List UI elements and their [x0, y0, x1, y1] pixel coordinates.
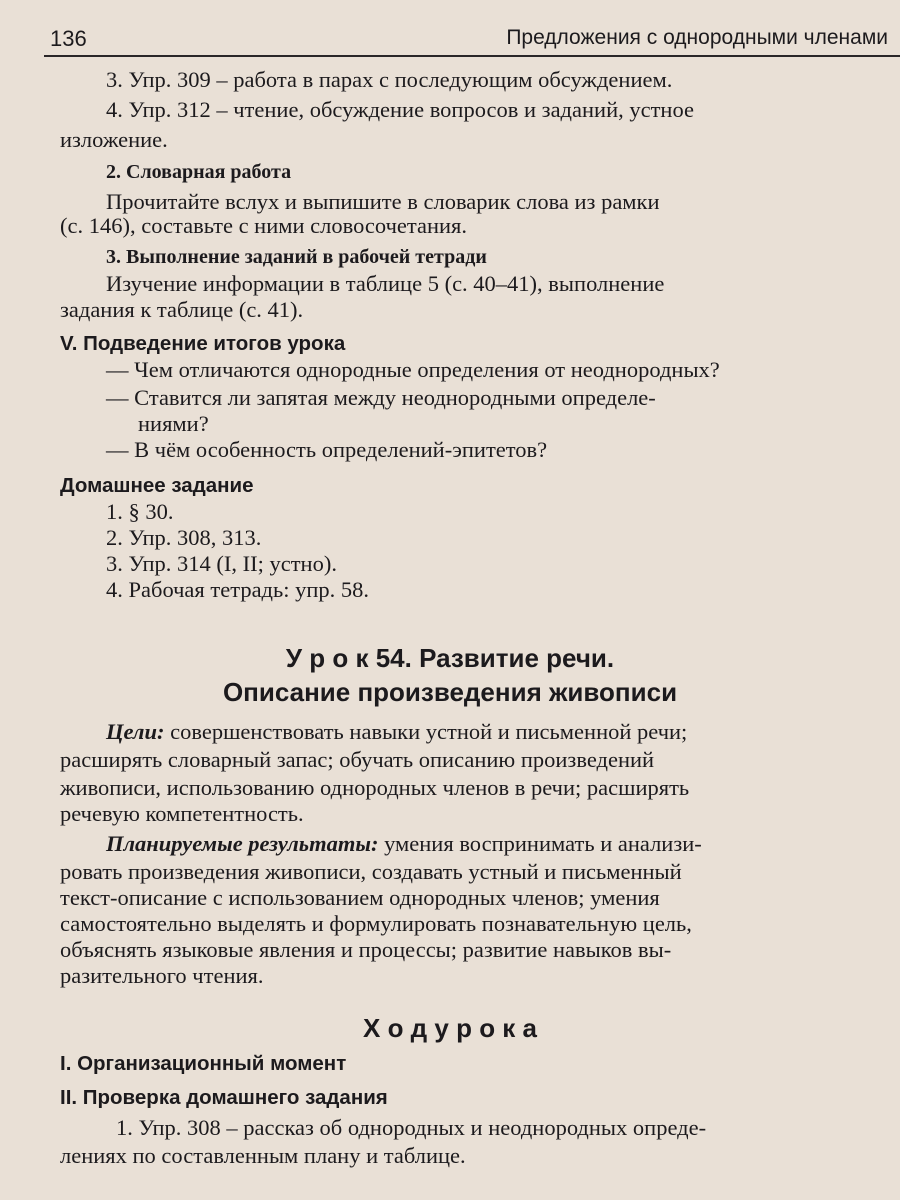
- header-rule: [44, 55, 900, 57]
- goals-line: [106, 718, 687, 746]
- text-line: живописи, использованию однородных членов в речи; расширять: [60, 775, 690, 800]
- text-line: расширять словарный запас; обучать описанию произведений: [60, 747, 655, 772]
- section-heading: I. Организационный момент: [60, 1052, 347, 1075]
- text-line: Прочитайте вслух и выпишите в словарик слова из рамки: [106, 189, 660, 214]
- question-line: ниями?: [138, 411, 209, 436]
- list-item: 3. Упр. 314 (I, II; устно).: [106, 551, 337, 576]
- section-heading: V. Подведение итогов урока: [60, 332, 346, 355]
- lesson-title: У р о к 54. Развитие речи.: [285, 643, 615, 673]
- results-label: Планируемые результаты:: [106, 831, 379, 856]
- section-heading: II. Проверка домашнего задания: [60, 1086, 388, 1109]
- text-line: объяснять языковые явления и процессы; развитие навыков вы-: [60, 937, 672, 962]
- section-heading: Домашнее задание: [60, 474, 254, 497]
- list-item: 1. § 30.: [106, 499, 174, 524]
- goals-text: совершенствовать навыки устной и письменной речи;: [164, 719, 688, 744]
- subheading: 3. Выполнение заданий в рабочей тетради: [106, 246, 487, 268]
- lesson-subtitle: Описание произведения живописи: [222, 677, 678, 707]
- text-line: лениях по составленным плану и таблице.: [60, 1143, 466, 1168]
- goals-label: Цели:: [106, 719, 165, 744]
- results-text: умения воспринимать и анализи-: [378, 831, 702, 856]
- text-line: речевую компетентность.: [60, 801, 304, 826]
- list-item: 2. Упр. 308, 313.: [106, 525, 262, 550]
- question-line: — Ставится ли запятая между неоднородными определе-: [106, 385, 656, 410]
- running-title: Предложения с однородными членами: [506, 26, 888, 49]
- text-line: 3. Упр. 309 – работа в парах с последующим обсуждением.: [106, 67, 673, 92]
- text-line: (с. 146), составьте с ними словосочетания.: [60, 213, 468, 238]
- text-line: разительного чтения.: [60, 963, 264, 988]
- results-line: [106, 830, 702, 858]
- text-line: 4. Упр. 312 – чтение, обсуждение вопросов и заданий, устное: [106, 97, 694, 122]
- lesson-plan-heading: Х о д у р о к а: [363, 1013, 537, 1043]
- text-line: 1. Упр. 308 – рассказ об однородных и неоднородных опреде-: [116, 1115, 707, 1140]
- text-line: задания к таблице (с. 41).: [60, 297, 304, 322]
- text-line: самостоятельно выделять и формулировать познавательную цель,: [60, 911, 692, 936]
- question-line: — В чём особенность определений-эпитетов?: [106, 437, 548, 462]
- text-line: изложение.: [60, 127, 168, 152]
- text-line: Изучение информации в таблице 5 (с. 40–41), выполнение: [106, 271, 665, 296]
- text-line: текст-описание с использованием однородных членов; умения: [60, 885, 660, 910]
- text-line: ровать произведения живописи, создавать устный и письменный: [60, 859, 682, 884]
- page-number: 136: [50, 26, 87, 51]
- subheading: 2. Словарная работа: [106, 161, 292, 183]
- question-line: — Чем отличаются однородные определения от неоднородных?: [106, 357, 720, 382]
- list-item: 4. Рабочая тетрадь: упр. 58.: [106, 577, 370, 602]
